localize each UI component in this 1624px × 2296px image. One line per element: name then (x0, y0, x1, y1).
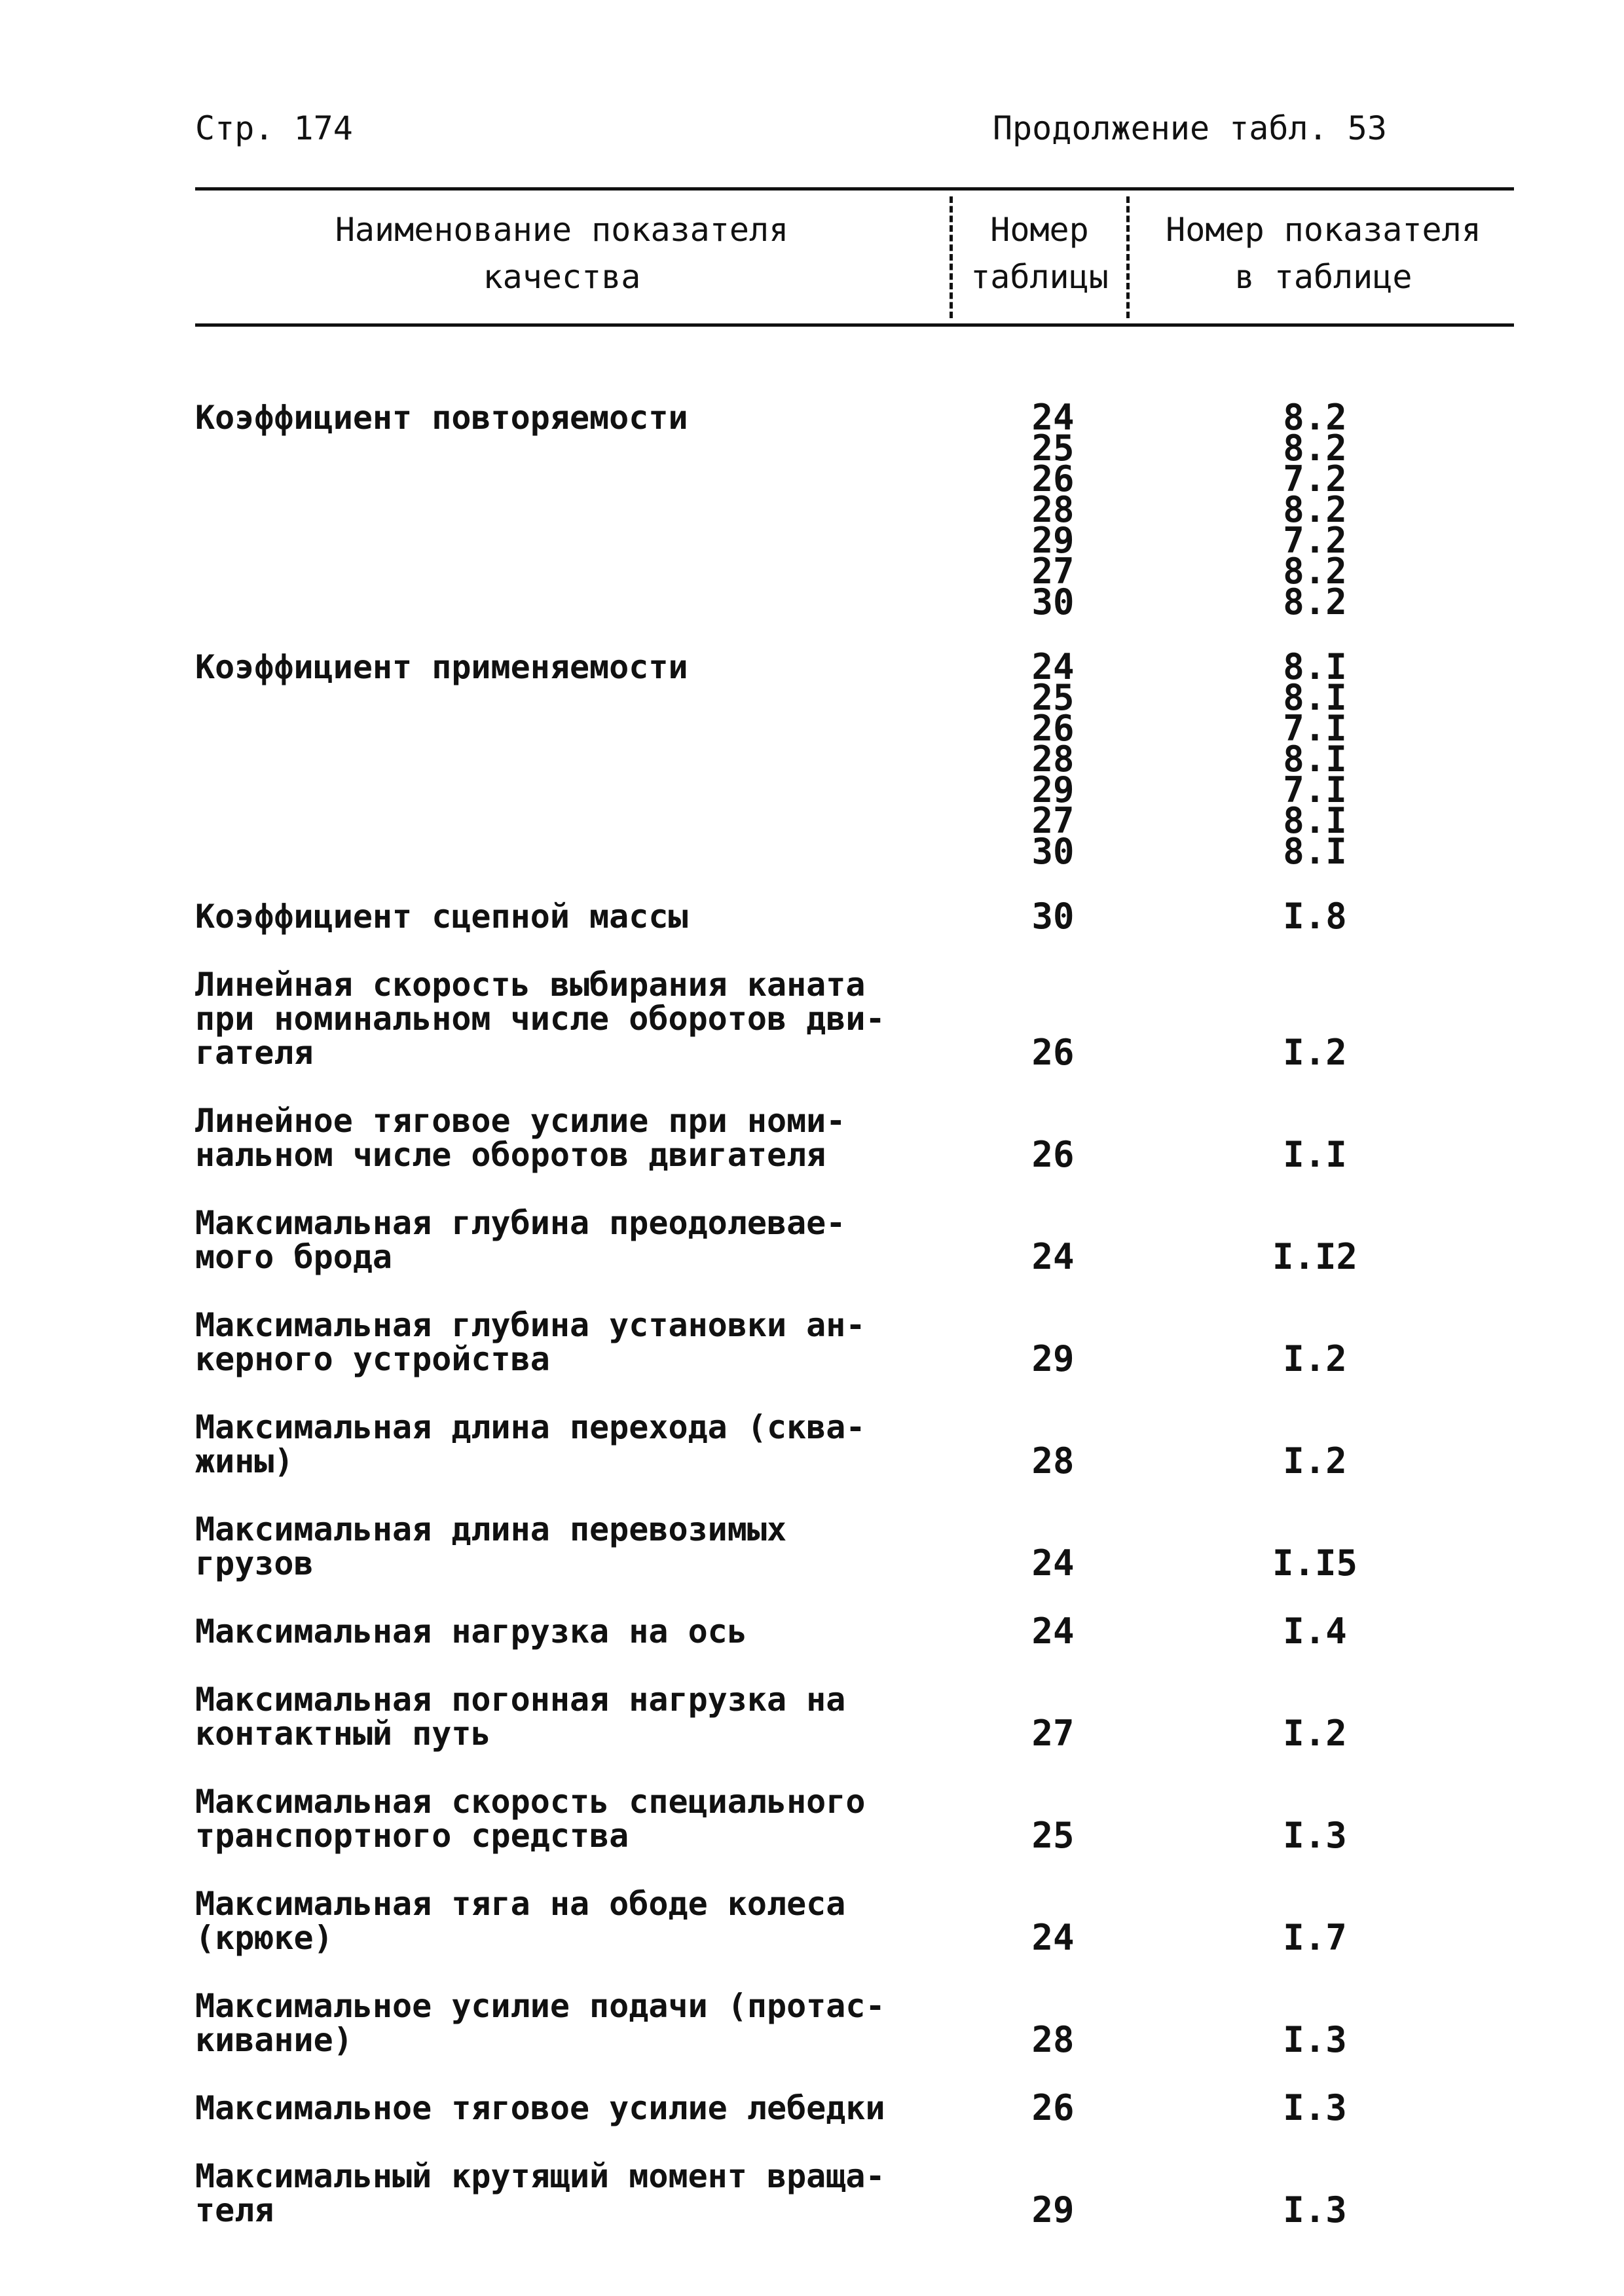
indicator-name: Максимальный крутящий момент враща- теля (195, 2157, 885, 2229)
column-header-indicator-number: Номер показателя в таблице (1166, 211, 1481, 296)
table-number-cell: 27 (1031, 1713, 1075, 1754)
table-number-cell: 24 25 26 28 29 27 30 (1031, 646, 1075, 872)
column-header-table-number: Номер таблицы (970, 211, 1109, 296)
table-row (195, 1783, 1514, 1856)
indicator-name: Линейная скорость выбирания каната при номинальном числе оборотов дви- гателя (195, 966, 885, 1072)
indicator-name: Коэффициент повторяемости (195, 399, 688, 437)
table-number-cell: 24 25 26 28 29 27 30 (1031, 397, 1075, 623)
page-header (195, 105, 1387, 152)
indicator-name: Линейное тяговое усилие при номи- нальном числе оборотов двигателя (195, 1102, 846, 1174)
indicator-number-cell: 8.I 8.I 7.I 8.I 7.I 8.I 8.I (1283, 646, 1347, 872)
table-row (195, 1987, 1514, 2060)
indicator-number-cell: I.2 (1283, 1032, 1347, 1073)
table-number-cell: 24 (1031, 1611, 1075, 1652)
indicator-number-cell: I.I (1283, 1134, 1347, 1175)
table-row (195, 1681, 1514, 1754)
table-number-cell: 28 (1031, 2019, 1075, 2060)
table-continuation-label: Продолжение табл. 53 (992, 109, 1387, 147)
indicator-name: Максимальная тяга на ободе колеса (крюке) (195, 1885, 846, 1957)
indicator-name: Максимальная глубина преодолевае- мого брода (195, 1204, 846, 1276)
table-header-bottom-rule (195, 323, 1514, 327)
table-row (195, 2087, 1514, 2128)
indicator-name: Максимальная глубина установки ан- керного устройства (195, 1306, 866, 1378)
table-number-cell: 26 (1031, 2087, 1075, 2128)
table-number-cell: 30 (1031, 896, 1075, 937)
column-separator (1126, 196, 1130, 318)
table-number-cell: 25 (1031, 1815, 1075, 1856)
table-row (195, 2157, 1514, 2231)
indicator-name: Максимальное усилие подачи (протас- кивание) (195, 1987, 885, 2059)
table-number-cell: 28 (1031, 1440, 1075, 1482)
indicator-number-cell: I.3 (1283, 1815, 1347, 1856)
table-number-cell: 24 (1031, 1542, 1075, 1584)
table-number-cell: 29 (1031, 2189, 1075, 2231)
table-number-cell: 24 (1031, 1917, 1075, 1958)
table-number-cell: 26 (1031, 1032, 1075, 1073)
indicator-name: Максимальная скорость специального транспортного средства (195, 1783, 866, 1855)
table-number-cell: 26 (1031, 1134, 1075, 1175)
column-header-indicator-name: Наименование показателя качества (335, 211, 789, 296)
indicator-name: Максимальное тяговое усилие лебедки (195, 2089, 885, 2127)
indicator-name: Максимальная погонная нагрузка на контактный путь (195, 1681, 846, 1753)
table-row (195, 1408, 1514, 1482)
table-row (195, 896, 1514, 937)
indicator-name: Максимальная нагрузка на ось (195, 1613, 747, 1650)
table-row (195, 1611, 1514, 1652)
page-number: Стр. 174 (195, 109, 353, 147)
indicator-number-cell: I.3 (1283, 2019, 1347, 2060)
indicator-number-cell: I.2 (1283, 1713, 1347, 1754)
table-row (195, 646, 1514, 872)
table-row (195, 1102, 1514, 1175)
indicator-number-cell: I.8 (1283, 896, 1347, 937)
table-row (195, 1306, 1514, 1379)
indicator-number-cell: I.3 (1283, 2189, 1347, 2231)
table-row (195, 397, 1514, 623)
table-body (195, 397, 1514, 2261)
table-row (195, 1885, 1514, 1958)
column-separator (950, 196, 953, 318)
table-top-rule (195, 187, 1514, 191)
table-row (195, 966, 1514, 1073)
indicator-number-cell: 8.2 8.2 7.2 8.2 7.2 8.2 8.2 (1283, 397, 1347, 623)
table-number-cell: 29 (1031, 1338, 1075, 1379)
indicator-name: Максимальная длина перехода (сква- жины) (195, 1408, 866, 1480)
table-row (195, 1204, 1514, 1277)
indicator-number-cell: I.2 (1283, 1440, 1347, 1482)
indicator-number-cell: I.7 (1283, 1917, 1347, 1958)
indicator-number-cell: I.I5 (1272, 1542, 1358, 1584)
table-number-cell: 24 (1031, 1236, 1075, 1277)
indicator-number-cell: I.I2 (1272, 1236, 1358, 1277)
indicator-name: Максимальная длина перевозимых грузов (195, 1510, 787, 1582)
indicator-number-cell: I.4 (1283, 1611, 1347, 1652)
table-row (195, 1510, 1514, 1584)
indicator-name: Коэффициент применяемости (195, 648, 688, 686)
indicator-name: Коэффициент сцепной массы (195, 898, 688, 936)
indicator-number-cell: I.2 (1283, 1338, 1347, 1379)
indicator-number-cell: I.3 (1283, 2087, 1347, 2128)
